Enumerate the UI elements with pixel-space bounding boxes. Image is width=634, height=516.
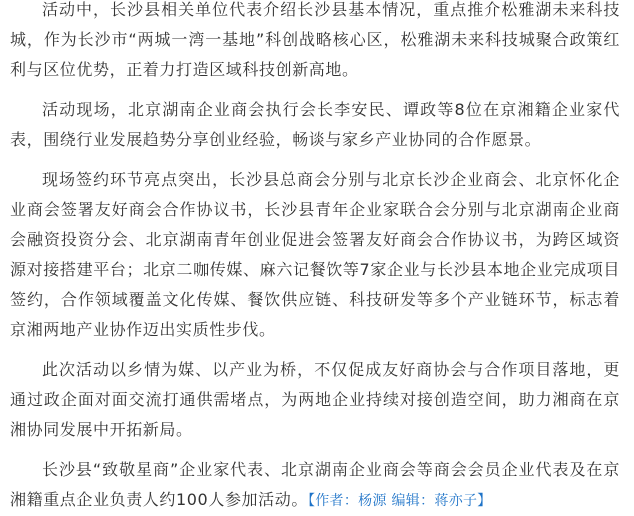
paragraph-signing-highlights: 现场签约环节亮点突出，长沙县总商会分别与北京长沙企业商会、北京怀化企业商会签署友好商会合作协议书，长沙县青年企业家联合会分别与北京湖南企业商会融资投资分会、北京湖南青年创业促进会签署友好商会合作协议书，为跨区域资源对接搭建平台；北京二咖传媒、麻六记餐饮等7家企业与长沙县本地企业完成项目签约，合作领域覆盖文化传媒、餐饮供应链、科技研发等多个产业链环节，标志着京湘两地产业协作迈出实质性步伐。 <box>10 170 620 339</box>
attendees-text: 长沙县“致敬星商”企业家代表、北京湖南企业商会等商会会员企业代表及在京湘籍重点企业负责人约100人参加活动。 <box>10 460 620 509</box>
paragraph-activity-significance: 此次活动以乡情为媒、以产业为桥，不仅促成友好商协会与合作项目落地，更通过政企面对面交流打通供需堵点，为两地企业持续对接创造空间，助力湘商在京湘协同发展中开拓新局。 <box>10 360 620 439</box>
paragraph-activity-intro: 活动中，长沙县相关单位代表介绍长沙县基本情况，重点推介松雅湖未来科技城，作为长沙市“两城一湾一基地”科创战略核心区，松雅湖未来科技城聚合政策红利与区位优势，正着力打造区域科技创新高地。 <box>10 0 620 79</box>
paragraph-entrepreneur-sharing: 活动现场，北京湖南企业商会执行会长李安民、谭政等8位在京湘籍企业家代表，围绕行业发展趋势分享创业经验，畅谈与家乡产业协同的合作愿景。 <box>10 100 620 149</box>
paragraph-attendees <box>10 455 620 516</box>
author-editor-credit: 【作者：杨源 编辑：蒋亦子】 <box>307 493 492 509</box>
